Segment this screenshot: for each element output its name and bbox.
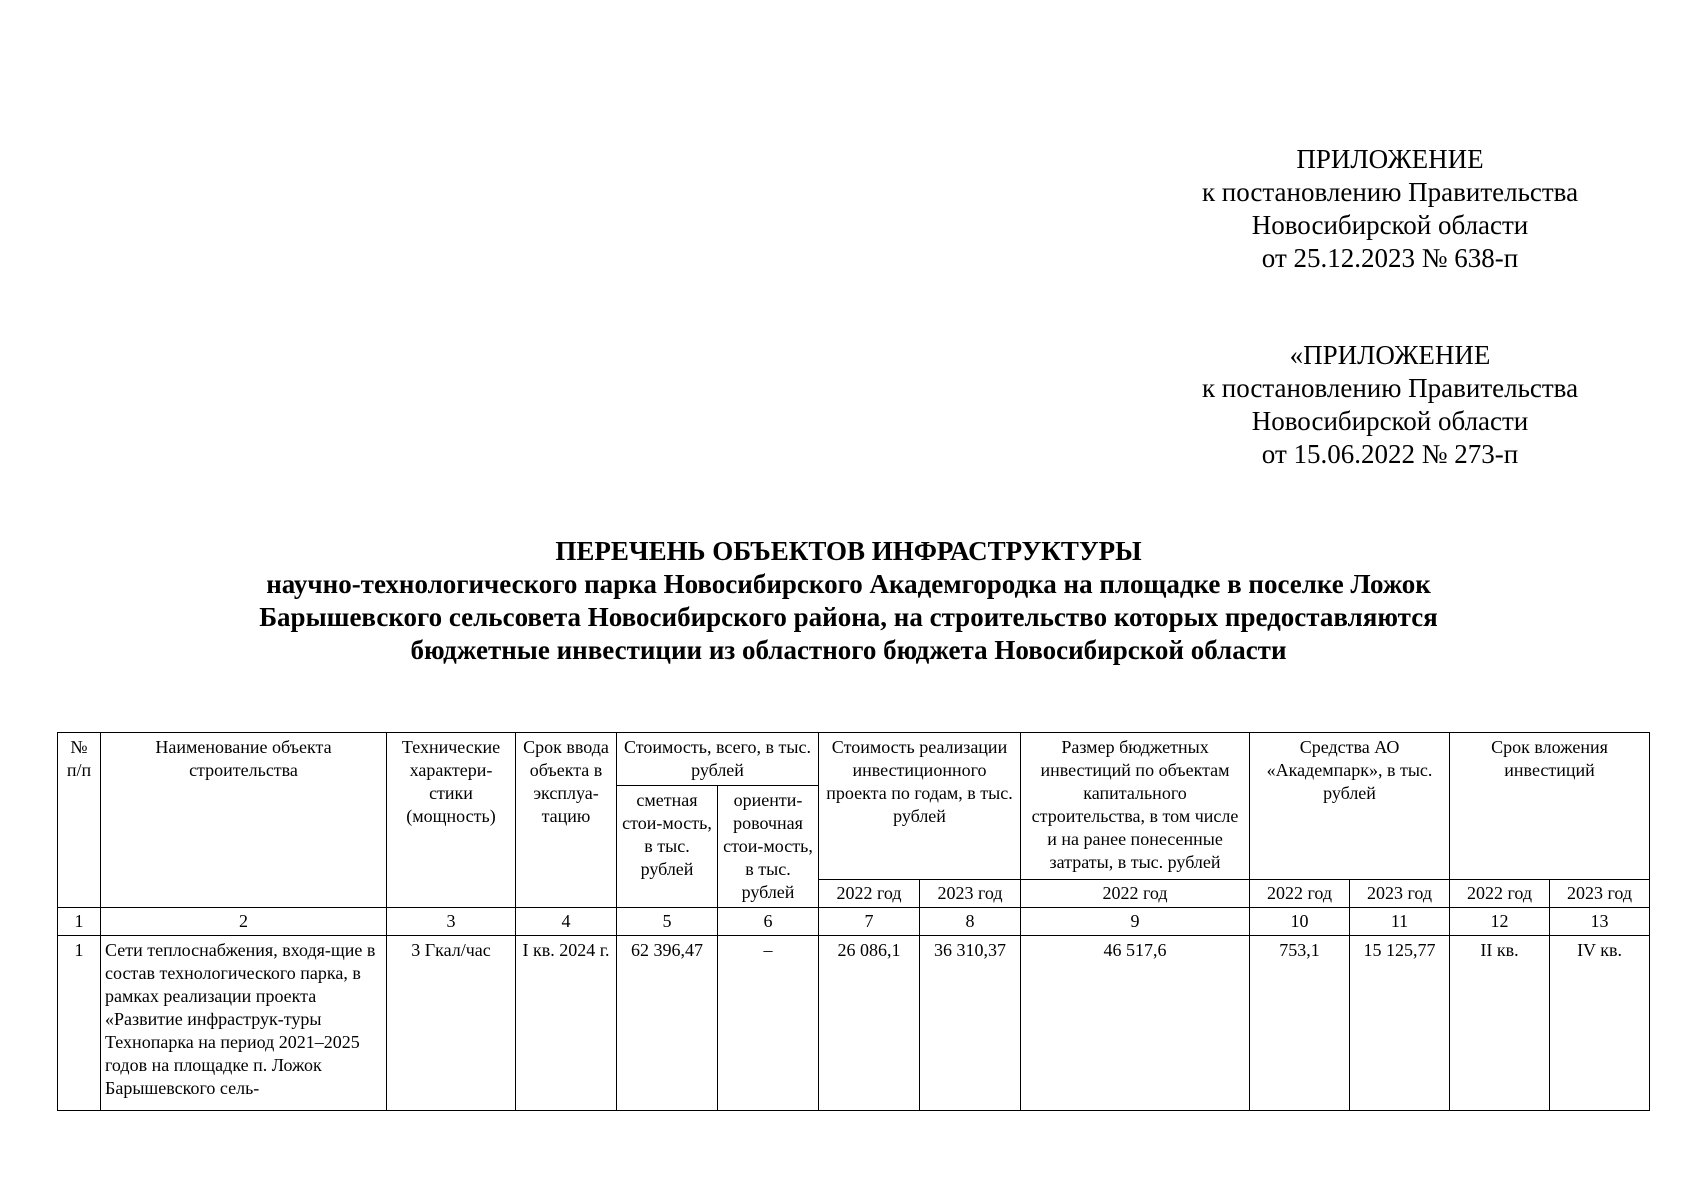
document-title-line-2: научно-технологического парка Новосибирского Академгородка на площадке в поселке Ложок <box>266 569 1431 599</box>
appendix-date-number: от 25.12.2023 № 638-п <box>1261 243 1519 273</box>
row-project-2023: 36 310,37 <box>920 936 1021 1111</box>
header-approximate-cost: ориенти-ровочная стои-мость, в тыс. рублей <box>718 786 819 908</box>
row-project-2022: 26 086,1 <box>819 936 920 1111</box>
row-budget-2022: 46 517,6 <box>1021 936 1250 1111</box>
appendix-quoted-line-1: к постановлению Правительства <box>1201 373 1579 403</box>
column-number: 8 <box>920 908 1021 936</box>
row-num: 1 <box>58 936 101 1111</box>
row-estimated-cost: 62 396,47 <box>617 936 718 1111</box>
appendix-quoted-title: «ПРИЛОЖЕНИЕ <box>1289 340 1491 370</box>
appendix-line-1: к постановлению Правительства <box>1201 177 1579 207</box>
header-project-2022: 2022 год <box>819 879 920 907</box>
column-number: 9 <box>1021 908 1250 936</box>
column-number: 13 <box>1550 908 1650 936</box>
header-budget-investments: Размер бюджетных инвестиций по объектам капитального строительства, в том числе и на ранее понесенные затраты, в тыс. рублей <box>1021 733 1250 880</box>
header-investment-term: Срок вложения инвестиций <box>1450 733 1650 880</box>
appendix-quoted-line-2: Новосибирской области <box>1251 406 1529 436</box>
header-cost-total: Стоимость, всего, в тыс. рублей <box>617 733 819 786</box>
table-row <box>58 936 1650 1111</box>
header-funds-2022: 2022 год <box>1250 879 1350 907</box>
header-academpark-funds: Средства АО «Академпарк», в тыс. рублей <box>1250 733 1450 880</box>
row-invest-2022: II кв. <box>1450 936 1550 1111</box>
row-object-name: Сети теплоснабжения, входя-щие в состав технологического парка, в рамках реализации проекта «Развитие инфраструк-туры Технопарка на период 2021–2025 годов на площадке п. Ложок Барышевского сель- <box>101 936 387 1111</box>
header-budget-2022: 2022 год <box>1021 879 1250 907</box>
column-number: 2 <box>101 908 387 936</box>
appendix-quoted-date-number: от 15.06.2022 № 273-п <box>1261 439 1519 469</box>
header-commissioning-term: Срок ввода объекта в эксплуа-тацию <box>516 733 617 908</box>
row-funds-2023: 15 125,77 <box>1350 936 1450 1111</box>
header-tech-specs: Технические характери-стики (мощность) <box>387 733 516 908</box>
row-commissioning-term: I кв. 2024 г. <box>516 936 617 1111</box>
header-object-name: Наименование объекта строительства <box>101 733 387 908</box>
column-number: 10 <box>1250 908 1350 936</box>
header-project-2023: 2023 год <box>920 879 1021 907</box>
document-title-line-4: бюджетные инвестиции из областного бюджета Новосибирской области <box>410 635 1287 665</box>
row-invest-2023: IV кв. <box>1550 936 1650 1111</box>
header-num: № п/п <box>58 733 101 908</box>
column-number: 6 <box>718 908 819 936</box>
column-number: 7 <box>819 908 920 936</box>
column-number-row <box>58 908 1650 936</box>
appendix-quoted-header <box>1150 339 1630 471</box>
column-number: 3 <box>387 908 516 936</box>
row-tech-specs: 3 Гкал/час <box>387 936 516 1111</box>
row-funds-2022: 753,1 <box>1250 936 1350 1111</box>
row-approximate-cost: – <box>718 936 819 1111</box>
header-estimated-cost: сметная стои-мость, в тыс. рублей <box>617 786 718 908</box>
document-title-line-1: ПЕРЕЧЕНЬ ОБЪЕКТОВ ИНФРАСТРУКТУРЫ <box>555 536 1142 566</box>
document-title <box>0 535 1697 667</box>
column-number: 11 <box>1350 908 1450 936</box>
header-funds-2023: 2023 год <box>1350 879 1450 907</box>
infrastructure-objects-table <box>57 732 1650 1111</box>
header-project-cost: Стоимость реализации инвестиционного проекта по годам, в тыс. рублей <box>819 733 1021 880</box>
column-number: 4 <box>516 908 617 936</box>
document-title-line-3: Барышевского сельсовета Новосибирского района, на строительство которых предоставляются <box>259 602 1438 632</box>
appendix-line-2: Новосибирской области <box>1251 210 1529 240</box>
appendix-header <box>1150 143 1630 275</box>
column-number: 5 <box>617 908 718 936</box>
appendix-title: ПРИЛОЖЕНИЕ <box>1296 144 1484 174</box>
column-number: 1 <box>58 908 101 936</box>
header-invest-2023: 2023 год <box>1550 879 1650 907</box>
header-invest-2022: 2022 год <box>1450 879 1550 907</box>
column-number: 12 <box>1450 908 1550 936</box>
